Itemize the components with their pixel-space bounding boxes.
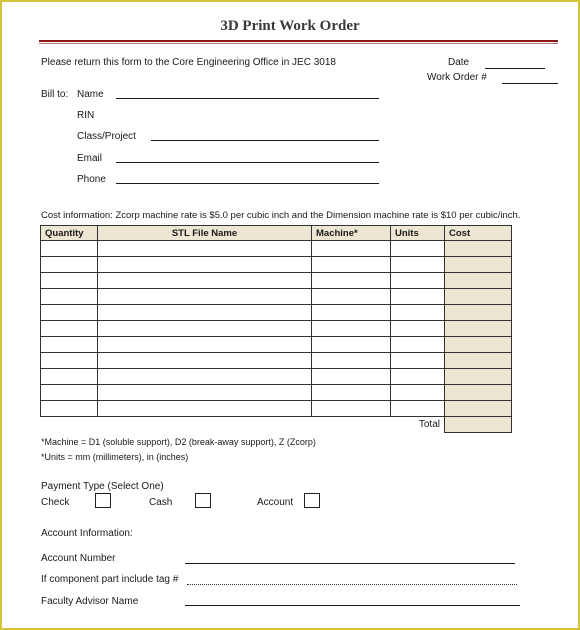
- table-row: [41, 321, 512, 337]
- cost-cell[interactable]: [445, 353, 512, 369]
- total-label: Total: [418, 419, 440, 431]
- cost-cell[interactable]: [445, 385, 512, 401]
- quantity-cell[interactable]: [41, 353, 98, 369]
- machine-cell[interactable]: [312, 273, 391, 289]
- table-row: [41, 273, 512, 289]
- stl-file-name-cell[interactable]: [98, 353, 312, 369]
- total-spacer: [41, 417, 98, 433]
- total-row: [41, 417, 512, 433]
- machine-cell[interactable]: [312, 401, 391, 417]
- units-cell[interactable]: [391, 289, 445, 305]
- quantity-cell[interactable]: [41, 321, 98, 337]
- total-spacer: [98, 417, 312, 433]
- table-row: [41, 305, 512, 321]
- units-cell[interactable]: [391, 305, 445, 321]
- table-header-row: [41, 226, 512, 241]
- quantity-cell[interactable]: [41, 401, 98, 417]
- stl-file-name-cell[interactable]: [98, 369, 312, 385]
- units-cell[interactable]: [391, 337, 445, 353]
- faculty-advisor-label: Faculty Advisor Name: [41, 596, 139, 607]
- total-cost-cell[interactable]: [445, 417, 512, 433]
- table-row: [41, 401, 512, 417]
- title-rule-thin: [39, 43, 558, 44]
- cost-cell[interactable]: [445, 289, 512, 305]
- bill-to-label: Bill to:: [41, 89, 69, 100]
- table-row: [41, 385, 512, 401]
- units-cell[interactable]: [391, 385, 445, 401]
- class-project-field[interactable]: [151, 140, 379, 141]
- title-rule: [39, 40, 558, 42]
- order-table-body: [41, 241, 512, 433]
- table-row: [41, 241, 512, 257]
- component-tag-label: If component part include tag #: [41, 574, 179, 585]
- stl-file-name-cell[interactable]: [98, 257, 312, 273]
- cost-information: Cost information: Zcorp machine rate is $5.0 per cubic inch and the Dimension machine rate is $10 per cubic/inch.: [41, 210, 521, 221]
- work-order-label: Work Order #: [427, 72, 487, 83]
- stl-file-name-cell[interactable]: [98, 321, 312, 337]
- form-title: 3D Print Work Order: [220, 18, 360, 34]
- units-cell[interactable]: [391, 241, 445, 257]
- date-field[interactable]: [485, 68, 545, 69]
- quantity-cell[interactable]: [41, 289, 98, 305]
- payment-heading: Payment Type (Select One): [41, 481, 164, 492]
- machine-cell[interactable]: [312, 353, 391, 369]
- quantity-cell[interactable]: [41, 369, 98, 385]
- table-row: [41, 337, 512, 353]
- machine-cell[interactable]: [312, 369, 391, 385]
- phone-label: Phone: [77, 174, 106, 185]
- stl-file-name-cell[interactable]: [98, 305, 312, 321]
- name-label: Name: [77, 89, 104, 100]
- cost-cell[interactable]: [445, 337, 512, 353]
- account-checkbox[interactable]: [304, 493, 320, 508]
- check-checkbox[interactable]: [95, 493, 111, 508]
- account-info-heading: Account Information:: [41, 528, 133, 539]
- return-note: Please return this form to the Core Engineering Office in JEC 3018: [41, 57, 336, 68]
- cost-cell[interactable]: [445, 241, 512, 257]
- cost-cell[interactable]: [445, 273, 512, 289]
- machine-cell[interactable]: [312, 337, 391, 353]
- email-field[interactable]: [116, 162, 379, 163]
- class-project-label: Class/Project: [77, 131, 136, 142]
- units-cell[interactable]: [391, 401, 445, 417]
- quantity-cell[interactable]: [41, 241, 98, 257]
- column-header-quantity: Quantity: [41, 226, 98, 241]
- stl-file-name-cell[interactable]: [98, 401, 312, 417]
- table-row: [41, 289, 512, 305]
- total-spacer: [312, 417, 391, 433]
- cost-cell[interactable]: [445, 257, 512, 273]
- column-header-units: Units: [391, 226, 445, 241]
- rin-label: RIN: [77, 110, 95, 121]
- quantity-cell[interactable]: [41, 257, 98, 273]
- phone-field[interactable]: [116, 183, 379, 184]
- payment-option-check-label: Check: [41, 497, 70, 508]
- table-row: [41, 257, 512, 273]
- order-table: [40, 225, 512, 433]
- payment-option-account-label: Account: [257, 497, 294, 508]
- units-cell[interactable]: [391, 369, 445, 385]
- work-order-field[interactable]: [502, 83, 558, 84]
- table-row: [41, 353, 512, 369]
- quantity-cell[interactable]: [41, 273, 98, 289]
- table-row: [41, 369, 512, 385]
- column-header-cost: Cost: [445, 226, 512, 241]
- machine-cell[interactable]: [312, 257, 391, 273]
- email-label: Email: [77, 153, 103, 164]
- stl-file-name-cell[interactable]: [98, 273, 312, 289]
- units-note: *Units = mm (millimeters), in (inches): [41, 452, 189, 462]
- quantity-cell[interactable]: [41, 337, 98, 353]
- machine-cell[interactable]: [312, 321, 391, 337]
- quantity-cell[interactable]: [41, 385, 98, 401]
- name-field[interactable]: [116, 98, 379, 99]
- faculty-advisor-field[interactable]: [185, 605, 520, 606]
- stl-file-name-cell[interactable]: [98, 289, 312, 305]
- machine-note: *Machine = D1 (soluble support), D2 (break-away support), Z (Zcorp): [41, 437, 316, 447]
- cost-cell[interactable]: [445, 401, 512, 417]
- machine-cell[interactable]: [312, 241, 391, 257]
- cost-cell[interactable]: [445, 305, 512, 321]
- units-cell[interactable]: [391, 273, 445, 289]
- account-number-field[interactable]: [185, 563, 515, 564]
- units-cell[interactable]: [391, 321, 445, 337]
- cost-cell[interactable]: [445, 321, 512, 337]
- stl-file-name-cell[interactable]: [98, 337, 312, 353]
- machine-cell[interactable]: [312, 305, 391, 321]
- machine-cell[interactable]: [312, 289, 391, 305]
- column-header-machine: Machine*: [312, 226, 391, 241]
- stl-file-name-cell[interactable]: [98, 385, 312, 401]
- cost-cell[interactable]: [445, 369, 512, 385]
- units-cell[interactable]: [391, 257, 445, 273]
- payment-option-cash-label: Cash: [149, 497, 173, 508]
- column-header-stl-file-name: STL File Name: [98, 226, 312, 241]
- units-cell[interactable]: [391, 353, 445, 369]
- stl-file-name-cell[interactable]: [98, 241, 312, 257]
- account-number-label: Account Number: [41, 553, 116, 564]
- machine-cell[interactable]: [312, 385, 391, 401]
- cash-checkbox[interactable]: [195, 493, 211, 508]
- quantity-cell[interactable]: [41, 305, 98, 321]
- date-label: Date: [448, 57, 470, 68]
- component-tag-field[interactable]: [187, 584, 517, 585]
